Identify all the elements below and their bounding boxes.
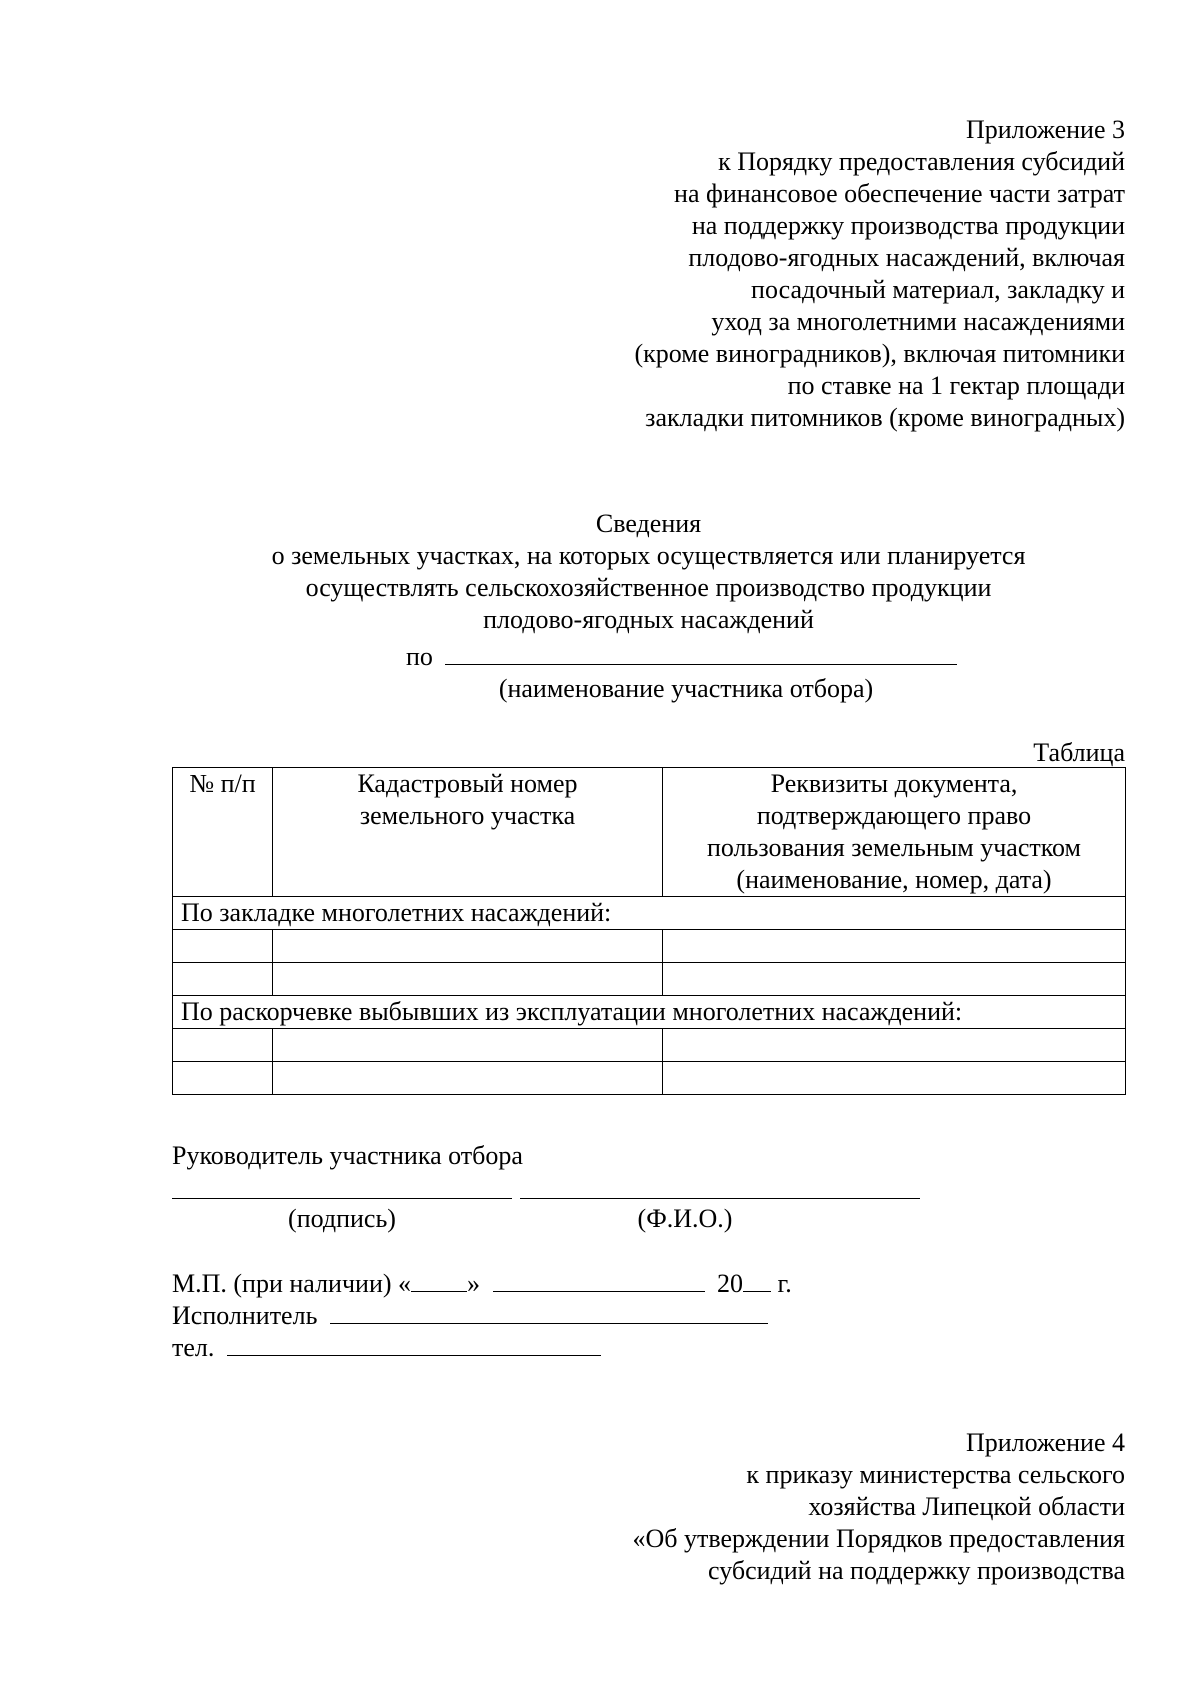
appendix-3-header [635,114,1125,434]
header-cadastral-line: земельного участка [359,801,576,830]
appendix-3-line: по ставке на 1 гектар площади [787,371,1125,400]
header-cadastral-line: Кадастровый номер [357,769,578,798]
appendix-4-line: «Об утверждении Порядков предоставления [632,1524,1125,1553]
table-cell[interactable] [173,930,273,963]
appendix-4-header [632,1427,1125,1587]
table-header-row [173,768,1126,897]
table-cell[interactable] [173,963,273,996]
appendix-3-line: к Порядку предоставления субсидий [718,147,1125,176]
phone-field[interactable] [227,1333,601,1356]
appendix-3-line: уход за многолетними насаждениями [711,307,1125,336]
table-row [173,1029,1126,1062]
stamp-label: М.П. (при наличии) « [172,1269,412,1298]
participant-line [406,641,957,673]
title-heading: Сведения [595,509,702,538]
header-document-line: (наименование, номер, дата) [736,865,1052,894]
full-name-caption: (Ф.И.О.) [637,1204,733,1233]
title-line-1: о земельных участках, на которых осуществляется или планируется [271,541,1026,570]
year-field[interactable] [743,1269,771,1292]
header-document-line: подтверждающего право [756,801,1032,830]
appendix-3-line: (кроме виноградников), включая питомники [634,339,1125,368]
appendix-4-line: к приказу министерства сельского [746,1460,1125,1489]
signature-caption: (подпись) [288,1204,396,1233]
table-cell[interactable] [273,930,663,963]
full-name-field[interactable] [520,1198,920,1199]
header-cadastral [273,768,663,897]
appendix-4-line: хозяйства Липецкой области [808,1492,1125,1521]
section-row [173,996,1126,1029]
header-document [663,768,1126,897]
table-cell[interactable] [173,1029,273,1062]
executor-line [172,1300,768,1332]
quote-close: » [467,1269,481,1298]
table-cell[interactable] [663,963,1126,996]
section-row [173,897,1126,930]
header-number [173,768,273,897]
document-title [172,508,1125,636]
header-document-line: пользования земельным участком [706,833,1082,862]
header-document-line: Реквизиты документа, [770,769,1018,798]
table-cell[interactable] [273,1062,663,1095]
day-field[interactable] [411,1269,467,1292]
year-prefix: 20 [717,1269,744,1298]
executor-field[interactable] [330,1301,768,1324]
stamp-date-line [172,1268,792,1300]
table-row [173,1062,1126,1095]
section-planting: По закладке многолетних насаждений: [173,897,1126,930]
phone-label: тел. [172,1333,215,1362]
appendix-3-line: посадочный материал, закладку и [751,275,1125,304]
executor-label: Исполнитель [172,1301,318,1330]
appendix-3-line: закладки питомников (кроме виноградных) [645,403,1125,432]
table-cell[interactable] [273,1029,663,1062]
head-label: Руководитель участника отбора [172,1141,523,1170]
header-number-label: № п/п [189,769,256,798]
table-cell[interactable] [663,930,1126,963]
title-line-2: осуществлять сельскохозяйственное производство продукции [305,573,992,602]
signature-field[interactable] [172,1198,512,1199]
land-plots-table [172,767,1126,1095]
table-cell[interactable] [173,1062,273,1095]
appendix-3-line: на поддержку производства продукции [691,211,1125,240]
po-label: по [406,642,433,671]
table-cell[interactable] [273,963,663,996]
table-row [173,930,1126,963]
appendix-4-line: субсидий на поддержку производства [708,1556,1125,1585]
appendix-4-line: Приложение 4 [965,1428,1125,1457]
table-label: Таблица [1033,738,1125,767]
table-cell[interactable] [663,1062,1126,1095]
phone-line [172,1332,601,1364]
month-field[interactable] [493,1269,705,1292]
table-cell[interactable] [663,1029,1126,1062]
title-line-3: плодово-ягодных насаждений [483,605,814,634]
table-row [173,963,1126,996]
participant-name-field[interactable] [445,642,957,665]
appendix-3-line: плодово-ягодных насаждений, включая [688,243,1125,272]
section-uprooting: По раскорчевке выбывших из эксплуатации многолетних насаждений: [173,996,1126,1029]
appendix-3-line: Приложение 3 [965,115,1125,144]
appendix-3-line: на финансовое обеспечение части затрат [674,179,1125,208]
year-suffix: г. [771,1269,792,1298]
participant-caption: (наименование участника отбора) [498,674,874,703]
